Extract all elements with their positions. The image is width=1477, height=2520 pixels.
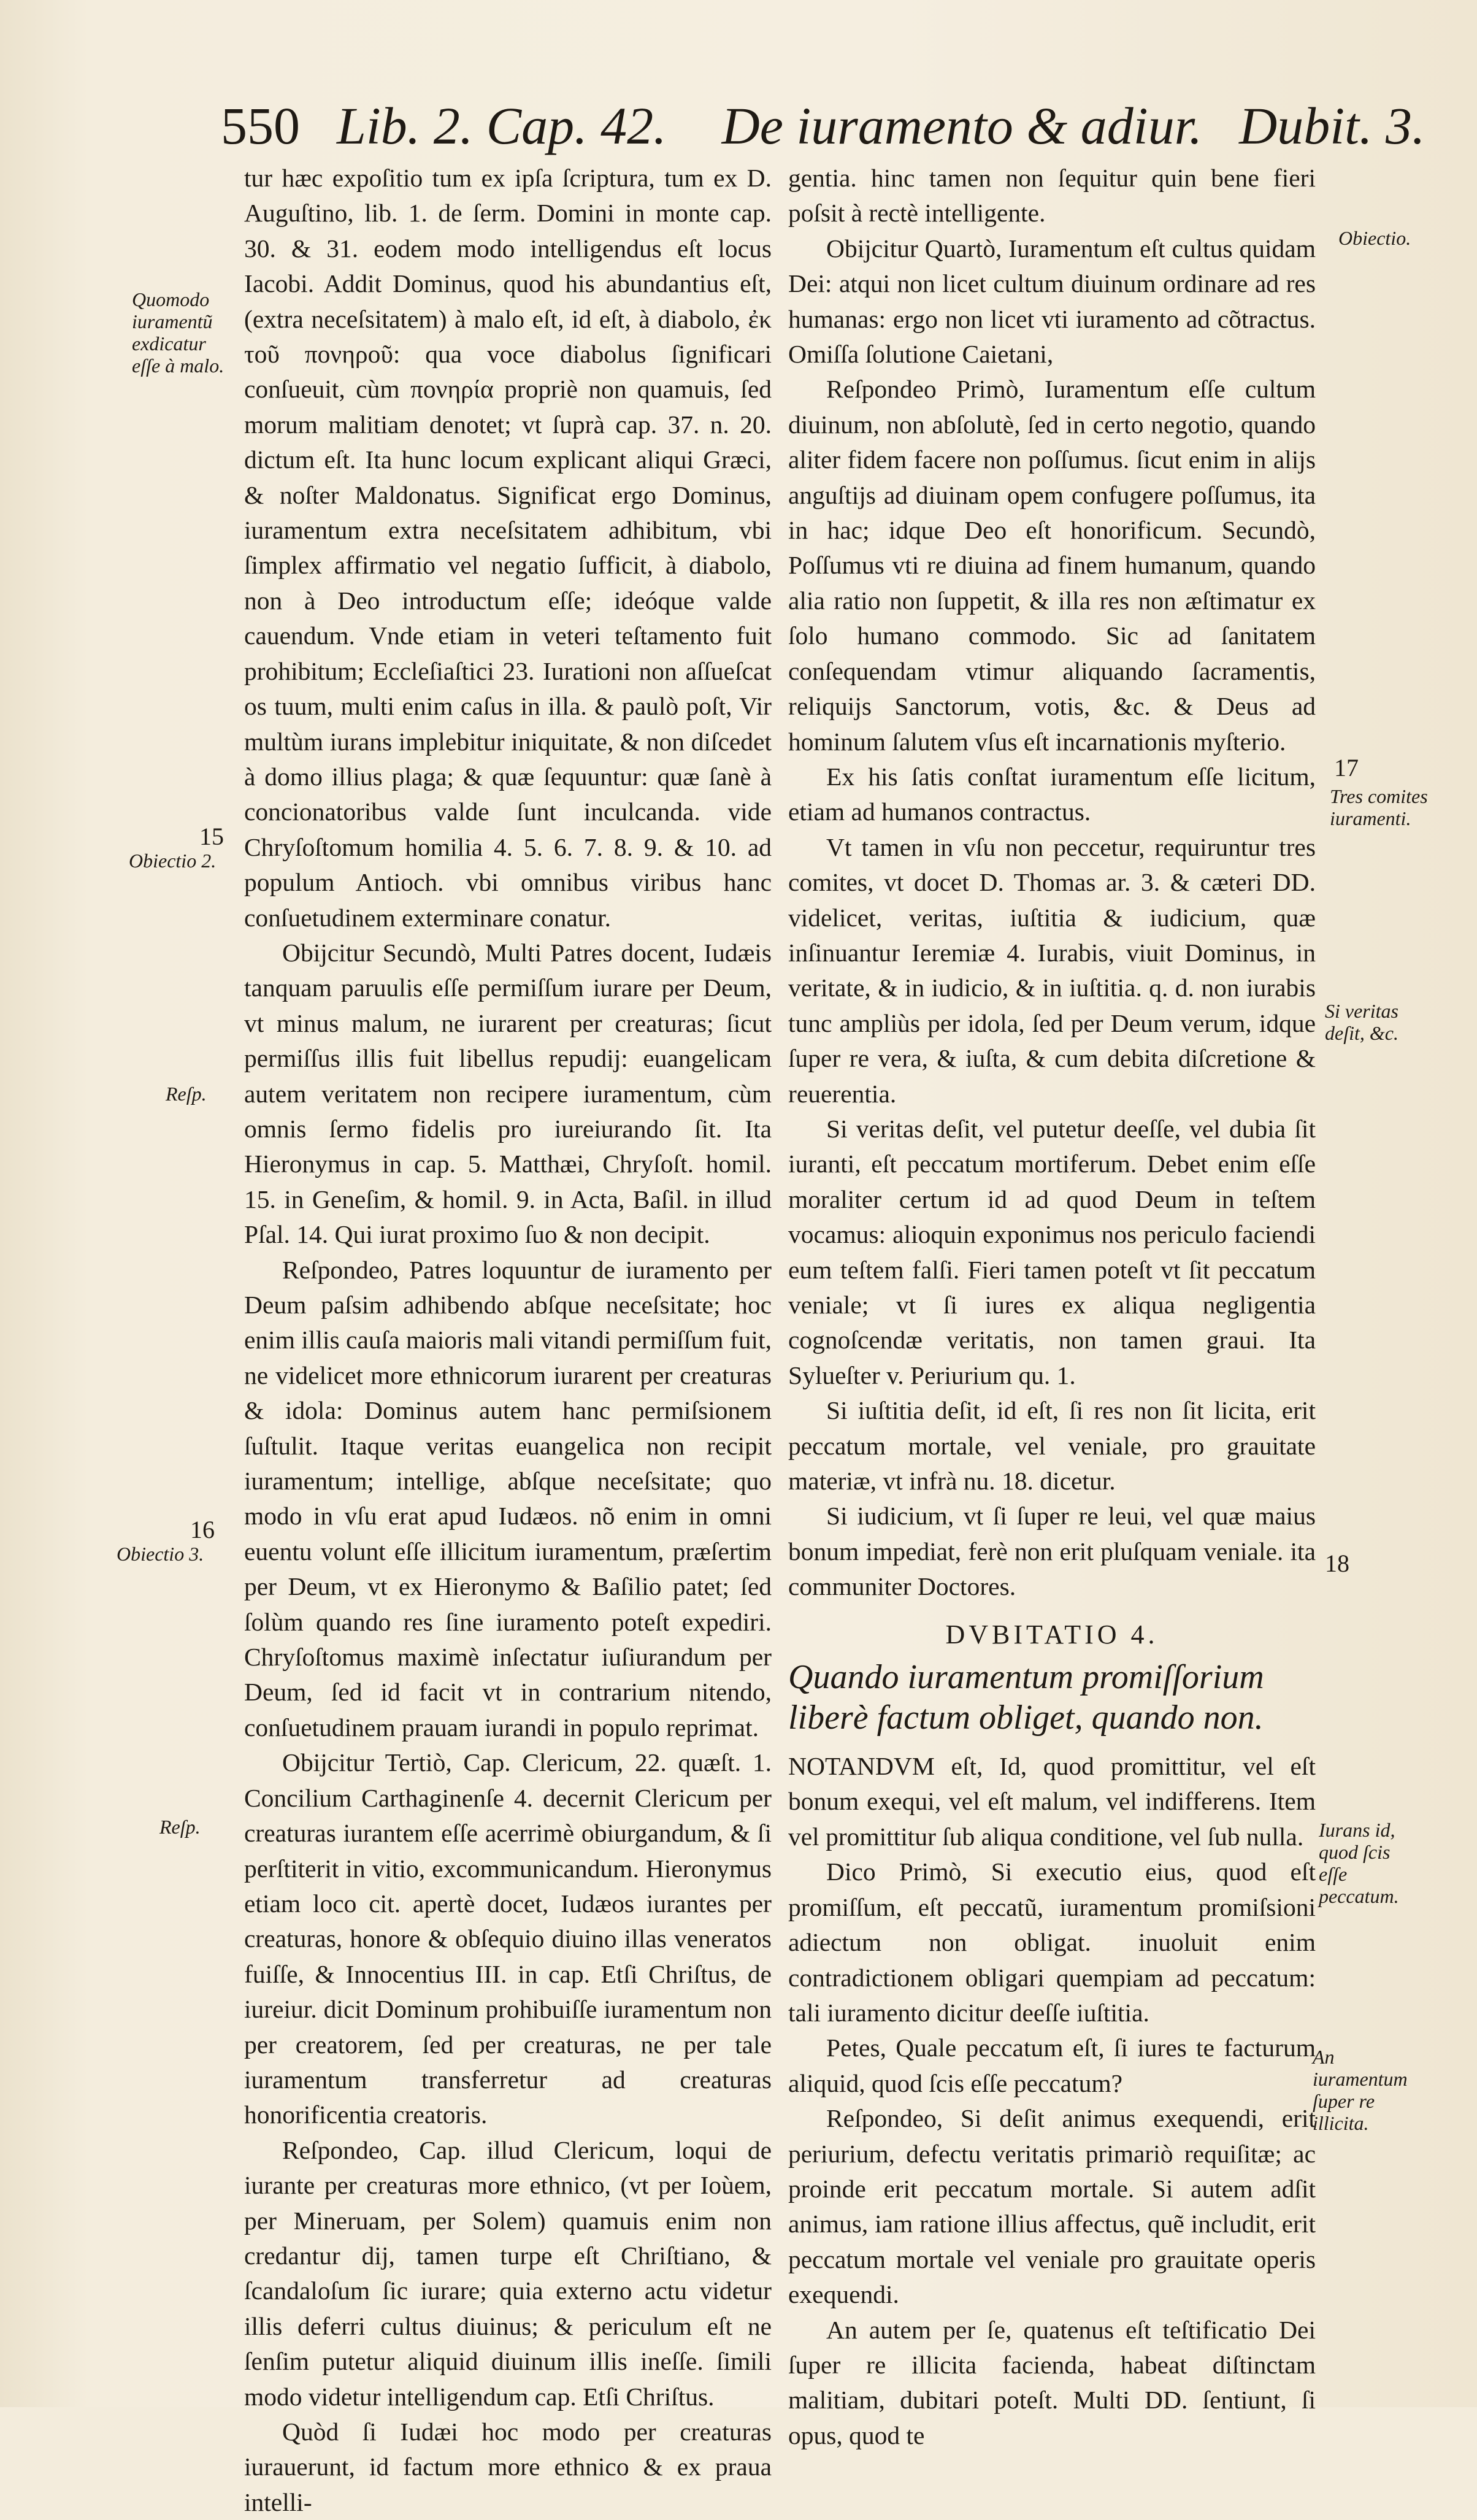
paragraph: Si iuſtitia deſit, id eſt, ſi res non ſit licita, erit peccatum mortale, vel veniale, pro grauitate materiæ, vt infrà nu. 18. dicetur.	[788, 1396, 1316, 1496]
paragraph: Reſpondeo, Patres loquuntur de iuramento per Deum paſsim adhibendo abſque neceſsitate; hoc enim illis cauſa maioris mali vitandi permiſſum fuit, ne videlicet more ethnicorum iurarent per creaturas & idola: Dominus autem hanc permiſsionem ſuſtulit. Itaque veritas euangelica non recipit iuramentum; intellige, abſque neceſsitate; quo modo in vſu erat apud Iudæos. nõ enim in omni euentu volunt eſſe illicitum iuramentum, præſertim per Deum, vt ex Hieronymo & Baſilio patet; ſed ſolùm quando res ſine iuramento poteſt expediri. Chryſoſtomus maximè inſectatur iuſiurandum per Deum, ſed id facit vt in contrarium nitendo, conſuetudinem prauam iurandi in populo reprimat.	[244, 1255, 772, 1742]
paragraph: gentia. hinc tamen non ſequitur quin bene fieri poſsit à rectè intelligente.	[788, 164, 1316, 228]
margin-note: An iuramentum ſuper re illicita.	[1313, 2046, 1408, 2134]
paragraph-number: 16	[190, 1516, 215, 1543]
header-dubit: Dubit. 3.	[1239, 96, 1425, 155]
paragraph-number: 15	[199, 823, 224, 850]
paragraph: Reſpondeo, Cap. illud Clericum, loqui de iurante per creaturas more ethnico, (vt per Ioùem, per Mineruam, per Solem) quamuis enim non credantur dij, tamen turpe eſt Chriſtiano, & ſcandaloſum ſic iurare; quia externo actu videtur illis deferri cultus diuinus; & periculum eſt ne ſenſim putetur aliquid diuinum illis ineſſe. ſimili modo videtur intelligendum cap. Etſi Chriſtus.	[244, 2135, 772, 2411]
paragraph: Obijcitur Tertiò, Cap. Clericum, 22. quæſt. 1. Concilium Carthaginenſe 4. decernit Clericum per creaturas iurantem eſſe acerrimè obiurgandum, & ſi perſtiterit in vitio, excommunicandum. Hieronymus etiam loco cit. apertè docet, Iudæos iurantes per creaturas, honore & obſequio diuino illas veneratos fuiſſe, & Innocentius III. in cap. Etſi Chriſtus, de iureiur. dicit Dominum prohibuiſſe iuramentum non per creatorem, ſed per creaturas, ne per tale iuramentum transferretur ad creaturas honorificentia creatoris.	[244, 1748, 772, 2129]
paragraph: Petes, Quale peccatum eſt, ſi iures te facturum aliquid, quod ſcis eſſe peccatum?	[788, 2034, 1316, 2097]
paragraph: Obijcitur Secundò, Multi Patres docent, Iudæis tanquam paruulis eſſe permiſſum iurare per Deum, vt minus malum, ne iurarent per creaturas; ſicut permiſſus illis fuit libellus repudij: euangelicam autem veritatem non recipere iuramentum, cùm omnis ſermo fidelis pro iureiurando ſit. Ita Hieronymus in cap. 5. Matthæi, Chryſoſt. homil. 15. in Geneſim, & homil. 9. in Acta, Baſil. in illud Pſal. 14. Qui iurat proximo ſuo & non decipit.	[244, 938, 772, 1249]
paragraph: Si veritas deſit, vel putetur deeſſe, vel dubia ſit iuranti, eſt peccatum mortiferum. Debet enim eſſe moraliter certum id ad quod Deum in teſtem vocamus: alioquin exponimus nos periculo faciendi eum teſtem falſi. Fieri tamen poteſt vt ſit peccatum veniale; vt ſi iures ex aliqua negligentia cognoſcendæ veritatis, non tamen graui. Ita Sylueſter v. Periurium qu. 1.	[788, 1114, 1316, 1389]
margin-note: Reſp.	[166, 1083, 207, 1105]
dubitatio-heading: DVBITATIO 4.	[945, 1619, 1159, 1650]
header-lib: Lib. 2. Cap. 42.	[337, 96, 667, 155]
paragraph-number: 18	[1325, 1550, 1349, 1577]
margin-note: Obiectio 3.	[117, 1543, 204, 1565]
paragraph: Quòd ſi Iudæi hoc modo per creaturas iurauerunt, id factum more ethnico & ex praua intelli-	[244, 2418, 772, 2516]
page-number: 550	[221, 96, 300, 155]
dubitatio-title: Quando iuramentum promiſſorium liberè factum obliget, quando non.	[788, 1658, 1264, 1737]
header-topic: De iuramento & adiur.	[721, 96, 1203, 155]
margin-note: Si veritas deſit, &c.	[1325, 1000, 1398, 1044]
paragraph-number: 17	[1334, 754, 1359, 782]
margin-note: Obiectio 2.	[129, 850, 217, 872]
paragraph: Reſpondeo Primò, Iuramentum eſſe cultum diuinum, non abſolutè, ſed in certo negotio, quando aliter fidem facere non poſſumus. ſicut enim in alijs anguſtijs ad diuinam opem confugere poſſumus, ita in hac; idque Deo eſt honorificum. Secundò, Poſſumus vti re diuina ad finem humanum, quando alia ratio non ſuppetit, & illa res non æſtimatur ex ſolo humano commodo. Sic ad ſanitatem conſequendam vtimur aliquando ſacramentis, reliquijs Sanctorum, votis, &c. & Deus ad hominum ſalutem vſus eſt incarnationis myſterio.	[788, 375, 1316, 756]
paragraph: NOTANDVM eſt, Id, quod promittitur, vel eſt bonum exequi, vel eſt malum, vel indifferens. Item vel promittitur ſub aliqua conditione, vel ſub nulla.	[788, 1752, 1316, 1851]
paragraph: tur hæc expoſitio tum ex ipſa ſcriptura, tum ex D. Auguſtino, lib. 1. de ſerm. Domini in monte cap. 30. & 31. eodem modo intelligendus eſt locus Iacobi. Addit Dominus, quod his abundantius eſt, (extra neceſsitatem) à malo eſt, id eſt, à diabolo, ἐκ τοῦ πονηροῦ: qua voce diabolus ſignificari conſueuit, cùm πονηρία propriè non quamuis, ſed morum malitiam denotet; vt ſuprà cap. 37. n. 20. dictum eſt. Ita hunc locum explicant aliqui Græci, & noſter Maldonatus. Significat ergo Dominus, iuramentum extra neceſsitatem adhibitum, vbi ſimplex affirmatio vel negatio ſufficit, à diabolo, non à Deo introductum eſſe; ideóque valde cauendum. Vnde etiam in veteri teſtamento fuit prohibitum; Eccleſiaſtici 23. Iurationi non aſſueſcat os tuum, multi enim caſus in illa. & paulò poſt, Vir multùm iurans implebitur iniquitate, & non diſcedet à domo illius plaga; & quæ ſequuntur: quæ ſanè à concionatoribus valde ſunt inculcanda. vide Chryſoſtomum homilia 4. 5. 6. 7. 8. 9. & 10. ad populum Antioch. vbi omnibus viribus hanc conſuetudinem exterminare conatur.	[244, 164, 772, 932]
running-header	[221, 92, 1425, 159]
paragraph: Si iudicium, vt ſi ſuper re leui, vel quæ maius bonum impediat, ferè non erit pluſquam veniale. ita communiter Doctores.	[788, 1502, 1316, 1601]
paragraph: Dico Primò, Si executio eius, quod eſt promiſſum, eſt peccatũ, iuramentum promiſsioni adiectum non obligat. inuoluit enim contradictionem obligari quempiam ad peccatum: tali iuramento dicitur deeſſe iuſtitia.	[788, 1857, 1316, 2027]
margin-note: Iurans id, quod ſcis eſſe peccatum.	[1319, 1819, 1399, 1907]
paragraph: An autem per ſe, quatenus eſt teſtificatio Dei ſuper re illicita facienda, habeat diſtinctam malitiam, dubitari poteſt. Multi DD. ſentiunt, ſi opus, quod te	[788, 2315, 1316, 2449]
paragraph: Vt tamen in vſu non peccetur, requiruntur tres comites, vt docet D. Thomas ar. 3. & cæteri DD. videlicet, veritas, iuſtitia & iudicium, quæ inſinuantur Ieremiæ 4. Iurabis, viuit Dominus, in veritate, & in iudicio, & in iuſtitia. q. d. non iurabis tunc ampliùs per idola, ſed per Deum verum, idque ſuper re vera, & iuſta, & cum debita diſcretione & reuerentia.	[788, 832, 1316, 1108]
paragraph: Reſpondeo, Si deſit animus exequendi, erit periurium, defectu veritatis primariò requiſitæ; ac proinde erit peccatum mortale. Si autem adſit animus, iam ratione illius affectus, quẽ includit, erit peccatum mortale vel veniale pro grauitate operis exequendi.	[788, 2104, 1316, 2309]
margin-note: Tres comites iuramenti.	[1330, 785, 1428, 829]
margin-note: Quomodo iuramentũ exdicatur eſſe à malo.	[132, 288, 224, 377]
margin-note: Reſp.	[159, 1816, 201, 1838]
paragraph: Ex his ſatis conſtat iuramentum eſſe licitum, etiam ad humanos contractus.	[788, 762, 1316, 826]
right-column	[788, 161, 1316, 2453]
margin-note: Obiectio.	[1338, 227, 1411, 249]
paragraph: Obijcitur Quartò, Iuramentum eſt cultus quidam Dei: atqui non licet cultum diuinum ordinare ad res humanas: ergo non licet vti iuramento ad cõtractus. Omiſſa ſolutione Caietani,	[788, 234, 1316, 369]
left-column	[244, 161, 772, 2520]
